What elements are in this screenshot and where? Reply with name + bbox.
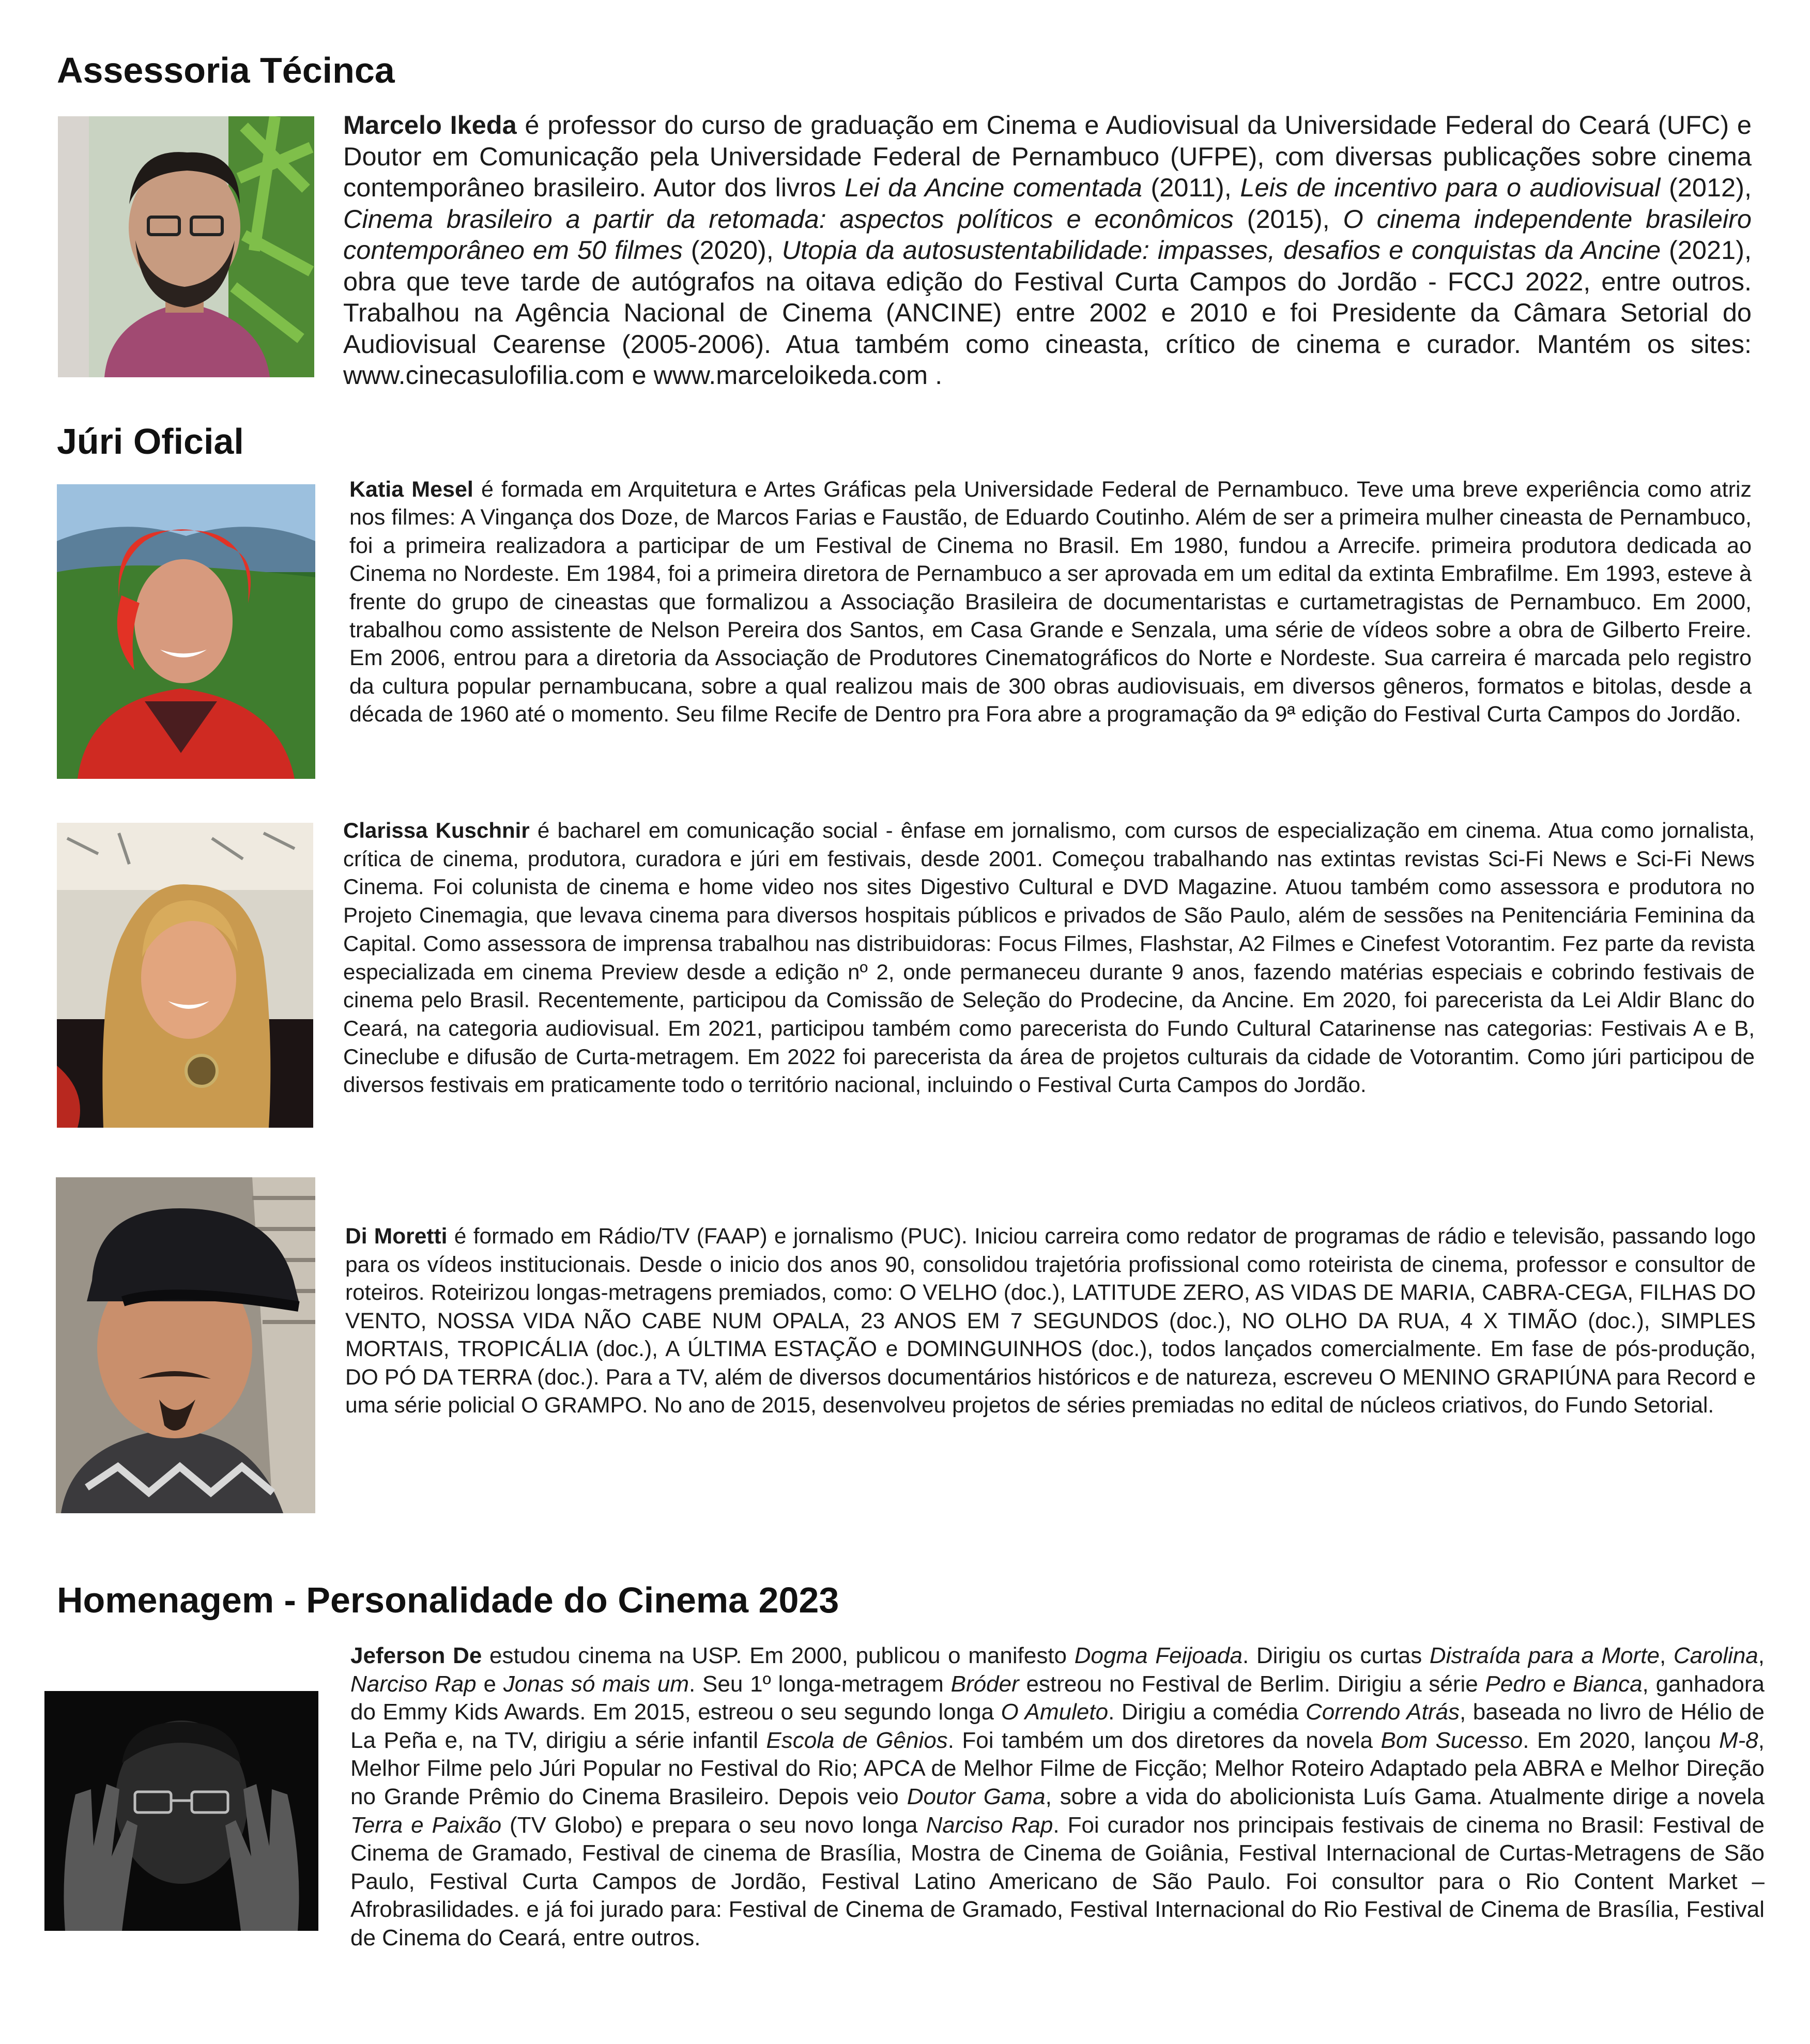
name-marcelo-ikeda: Marcelo Ikeda	[343, 110, 517, 140]
section-title-homenagem: Homenagem - Personalidade do Cinema 2023	[57, 1580, 839, 1620]
work-title: Bom Sucesso	[1380, 1727, 1523, 1753]
photo-katia-mesel	[57, 484, 315, 779]
work-title: Bróder	[950, 1671, 1019, 1697]
work-title: M-8	[1719, 1727, 1758, 1753]
name-katia-mesel: Katia Mesel	[349, 477, 473, 502]
work-title: Distraída para a Morte	[1429, 1643, 1660, 1668]
bio-katia-mesel: Katia Mesel é formada em Arquitetura e Artes Gráficas pela Universidade Federal de Pernambuco. Teve uma breve experiência como atriz nos filmes: A Vingança dos Doze, de Marcos Farias e Faustão, de Eduardo Coutinho. Além de ser a primeira mulher cineasta de Pernambuco, foi a primeira realizadora a participar de um Festival de Cinema no Brasil. Em 1980, fundou a Arrecife. primeira produtora dedicada ao Cinema no Nordeste. Em 1984, foi a primeira diretora de Pernambuco a ser aprovada em um edital da extinta Embrafilme. Em 1993, esteve à frente do grupo de cineastas que formalizou a Associação Brasileira de documentaristas e curtametragistas de Pernambuco. Em 2000, trabalhou como assistente de Nelson Pereira dos Santos, em Casa Grande e Senzala, uma série de vídeos sobre a obra de Gilberto Freire. Em 2006, entrou para a diretoria da Associação de Produtores Cinematográficos do Norte e Nordeste. Sua carreira é marcada pelo registro da cultura popular pernambucana, sobre a qual realizou mais de 300 obras audiovisuais, em diversos gêneros, formatos e bitolas, desde a década de 1960 até o momento. Seu filme Recife de Dentro pra Fora abre a programação da 9ª edição do Festival Curta Campos do Jordão.	[349, 477, 1752, 727]
work-title: O Amuleto	[1001, 1699, 1109, 1725]
photo-di-moretti	[56, 1177, 315, 1513]
photo-marcelo-ikeda	[58, 116, 314, 377]
book-title: Lei da Ancine comentada	[845, 173, 1142, 202]
book-title: Cinema brasileiro a partir da retomada: aspectos políticos e econômicos	[343, 204, 1234, 234]
name-di-moretti: Di Moretti	[345, 1224, 448, 1249]
work-title: Pedro e Bianca	[1485, 1671, 1643, 1697]
bio-marcelo-ikeda: Marcelo Ikeda é professor do curso de graduação em Cinema e Audiovisual da Universidade Federal do Ceará (UFC) e Doutor em Comunicação pela Universidade Federal de Pernambuco (UFPE), com diversas publicações sobre cinema contemporâneo brasileiro. Autor dos livros Lei da Ancine comentada (2011), Leis de incentivo para o audiovisual (2012), Cinema brasileiro a partir da retomada: aspectos políticos e econômicos (2015), O cinema independente brasileiro contemporâneo em 50 filmes (2020), Utopia da autosustentabilidade: impasses, desafios e conquistas da Ancine (2021), obra que teve tarde de autógrafos na oitava edição do Festival Curta Campos do Jordão - FCCJ 2022, entre outros. Trabalhou na Agência Nacional de Cinema (ANCINE) entre 2002 e 2010 e foi Presidente da Câmara Setorial do Audiovisual Cearense (2005-2006). Atua também como cineasta, crítico de cinema e curador. Mantém os sites: www.cinecasulofilia.com e www.marceloikeda.com .	[343, 110, 1752, 390]
work-title: Dogma Feijoada	[1074, 1643, 1243, 1668]
book-title: O cinema independente brasileiro contemporâneo em 50 filmes	[343, 204, 1752, 265]
bio-clarissa-kuschnir: Clarissa Kuschnir é bacharel em comunicação social - ênfase em jornalismo, com cursos de especialização em cinema. Atua como jornalista, crítica de cinema, produtora, curadora e júri em festivais, desde 2001. Começou trabalhando nas extintas revistas Sci-Fi News e Sci-Fi News Cinema. Foi colunista de cinema e home video nos sites Digestivo Cultural e DVD Magazine. Atuou também como assessora e produtora no Projeto Cinemagia, que levava cinema para diversos hospitais públicos e privados de São Paulo, além de sessões na Penitenciária Feminina da Capital. Como assessora de imprensa trabalhou nas distribuidoras: Focus Filmes, Flashstar, A2 Filmes e Cinefest Votorantim. Fez parte da revista especializada em cinema Preview desde a edição nº 2, onde permaneceu durante 9 anos, fazendo matérias especiais e cobrindo festivais de cinema pelo Brasil. Recentemente, participou da Comissão de Seleção do Prodecine, da Ancine. Em 2020, foi parecerista da Lei Aldir Blanc do Ceará, na categoria audiovisual. Em 2021, participou também como parecerista do Fundo Cultural Catarinense nas categorias: Festivais A e B, Cineclube e difusão de Curta-metragem. Em 2022 foi parecerista da área de projetos culturais da cidade de Votorantim. Como júri participou de diversos festivais em praticamente todo o território nacional, incluindo o Festival Curta Campos do Jordão.	[343, 818, 1755, 1097]
work-title: Escola de Gênios	[766, 1727, 948, 1753]
photo-clarissa-kuschnir	[57, 823, 313, 1128]
work-title: Correndo Atrás	[1305, 1699, 1460, 1725]
work-title: Doutor Gama	[907, 1784, 1046, 1809]
photo-jeferson-de	[44, 1691, 318, 1931]
work-title: Narciso Rap	[926, 1812, 1053, 1838]
bio-di-moretti: Di Moretti é formado em Rádio/TV (FAAP) e jornalismo (PUC). Iniciou carreira como redator de programas de rádio e televisão, passando logo para os vídeos institucionais. Desde o inicio dos anos 90, consolidou trajetória profissional como roteirista de cinema, professor e consultor de roteiros. Roteirizou longas-metragens premiados, como: O VELHO (doc.), LATITUDE ZERO, AS VIDAS DE MARIA, CABRA-CEGA, FILHAS DO VENTO, NOSSA VIDA NÃO CABE NUM OPALA, 23 ANOS EM 7 SEGUNDOS (doc.), NO OLHO DA RUA, 4 X TIMÃO (doc.), SIMPLES MORTAIS, TROPICÁLIA (doc.), A ÚLTIMA ESTAÇÃO e DOMINGUINHOS (doc.), todos lançados comercialmente. Em fase de pós-produção, DO PÓ DA TERRA (doc.). Para a TV, além de diversos documentários históricos e de natureza, escreveu O MENINO GRAPIÚNA para Record e uma série policial O GRAMPO. No ano de 2015, desenvolveu projetos de séries premiadas no edital de núcleos criativos, do Fundo Setorial.	[345, 1224, 1756, 1418]
work-title: Terra e Paixão	[350, 1812, 502, 1838]
work-title: Jonas só mais um	[503, 1671, 689, 1697]
section-title-juri: Júri Oficial	[57, 421, 244, 462]
book-title: Utopia da autosustentabilidade: impasses, desafios e conquistas da Ancine	[781, 235, 1661, 265]
bio-jeferson-de: Jeferson De estudou cinema na USP. Em 2000, publicou o manifesto Dogma Feijoada. Dirigiu os curtas Distraída para a Morte, Carolina, Narciso Rap e Jonas só mais um. Seu 1º longa-metragem Bróder estreou no Festival de Berlim. Dirigiu a série Pedro e Bianca, ganhadora do Emmy Kids Awards. Em 2015, estreou o seu segundo longa O Amuleto. Dirigiu a comédia Correndo Atrás, baseada no livro de Hélio de La Peña e, na TV, dirigiu a série infantil Escola de Gênios. Foi também um dos diretores da novela Bom Sucesso. Em 2020, lançou M-8, Melhor Filme pelo Júri Popular no Festival do Rio; APCA de Melhor Filme de Ficção; Melhor Roteiro Adaptado pela ABRA e Melhor Direção no Grande Prêmio do Cinema Brasileiro. Depois veio Doutor Gama, sobre a vida do abolicionista Luís Gama. Atualmente dirige a novela Terra e Paixão (TV Globo) e prepara o seu novo longa Narciso Rap. Foi curador nos principais festivais de cinema no Brasil: Festival de Cinema de Gramado, Festival de cinema de Brasília, Mostra de Cinema de Goiânia, Festival Internacional de Curtas-Metragens de São Paulo, Festival Curta Campos de Jordão, Festival Latino Americano de São Paulo. Foi consultor para o Rio Content Market – Afrobrasilidades. e já foi jurado para: Festival de Cinema de Gramado, Festival Internacional do Rio Festival de Cinema de Brasília, Festival de Cinema do Ceará, entre outros.	[350, 1643, 1765, 1950]
book-title: Leis de incentivo para o audiovisual	[1240, 173, 1661, 202]
name-jeferson-de: Jeferson De	[350, 1643, 482, 1668]
section-title-assessoria: Assessoria Técinca	[57, 50, 395, 90]
work-title: Narciso Rap	[350, 1671, 477, 1697]
name-clarissa-kuschnir: Clarissa Kuschnir	[343, 818, 530, 842]
work-title: Carolina	[1673, 1643, 1758, 1668]
